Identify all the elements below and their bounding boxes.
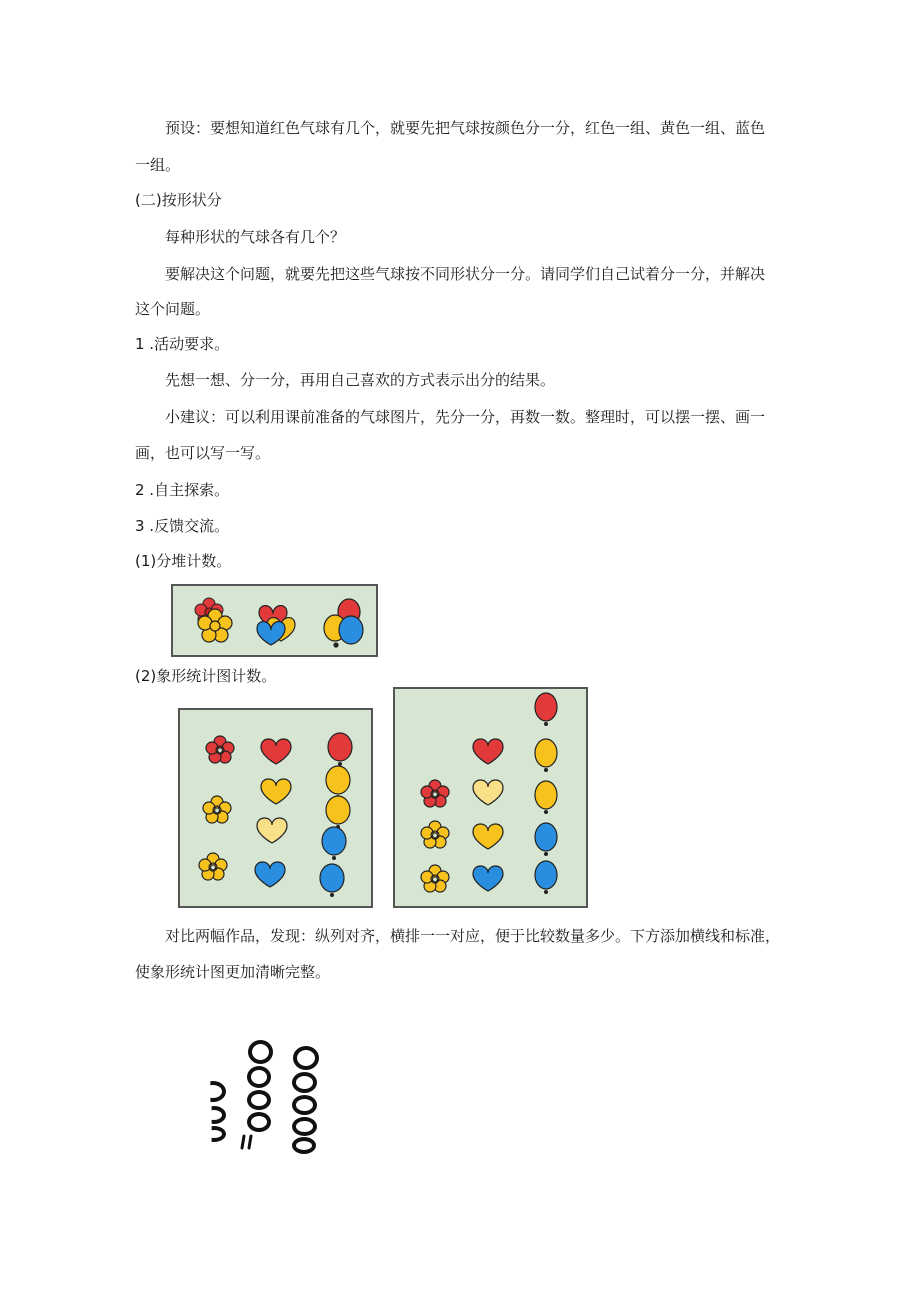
heart-icon [255, 739, 291, 887]
step-2-heading: 2 .自主探索。 [135, 481, 230, 499]
pictograph-b-art [395, 689, 586, 906]
ring-icon [292, 1095, 317, 1115]
paragraph-suggestion-cont: 画，也可以写一写。 [135, 444, 271, 462]
paragraph-requirement: 先想一想、分一分，再用自己喜欢的方式表示出分的结果。 [165, 371, 556, 389]
ring-icon [292, 1117, 317, 1136]
heart-icon [473, 739, 503, 891]
ring-icon [200, 1081, 226, 1102]
pile-photo-art [173, 586, 376, 655]
pictograph-photo-a [178, 708, 373, 908]
ring-icon [202, 1106, 226, 1124]
ring-icon [293, 1046, 319, 1070]
pile-photo [171, 584, 378, 657]
balloon-icon [320, 733, 352, 897]
step-1-heading: 1 .活动要求。 [135, 335, 230, 353]
caption-pile-count: (1)分堆计数。 [135, 552, 232, 570]
ring-icon [202, 1126, 226, 1142]
paragraph-compare: 对比两幅作品，发现：纵列对齐，横排一一对应，便于比较数量多少。下方添加横线和标准， [165, 927, 781, 945]
paragraph-solve: 要解决这个问题，就要先把这些气球按不同形状分一分。请同学们自己试着分一分，并解决 [165, 265, 766, 283]
caption-pictograph-count: (2)象形统计图计数。 [135, 667, 277, 685]
tick-mark-icon [240, 1134, 256, 1152]
ring-icon [247, 1066, 271, 1088]
balloon-icon [535, 693, 557, 894]
paragraph-suggestion: 小建议：可以利用课前准备的气球图片，先分一分，再数一数。整理时，可以摆一摆、画一 [165, 408, 766, 426]
paragraph-preset-cont: 一组。 [135, 156, 181, 174]
ring-icon [247, 1112, 271, 1132]
step-3-heading: 3 .反馈交流。 [135, 517, 230, 535]
flower-icon [421, 780, 449, 892]
paragraph-preset: 预设：要想知道红色气球有几个，就要先把气球按颜色分一分，红色一组、黄色一组、蓝色 [165, 119, 766, 137]
question-text: 每种形状的气球各有几个？ [165, 228, 346, 246]
ring-icon [248, 1040, 273, 1064]
balloon-icon [324, 599, 363, 647]
paragraph-solve-cont: 这个问题。 [135, 300, 211, 318]
paragraph-compare-cont: 使象形统计图更加清晰完整。 [135, 963, 331, 981]
ring-icon [292, 1072, 317, 1093]
flower-icon [199, 736, 234, 880]
ring-icon [292, 1137, 316, 1154]
ring-icon [247, 1090, 271, 1110]
heart-icon [257, 606, 295, 645]
pictograph-a-art [180, 710, 371, 906]
section-heading-shape: (二)按形状分 [135, 191, 222, 209]
pictograph-photo-b [393, 687, 588, 908]
flower-icon [195, 598, 232, 642]
